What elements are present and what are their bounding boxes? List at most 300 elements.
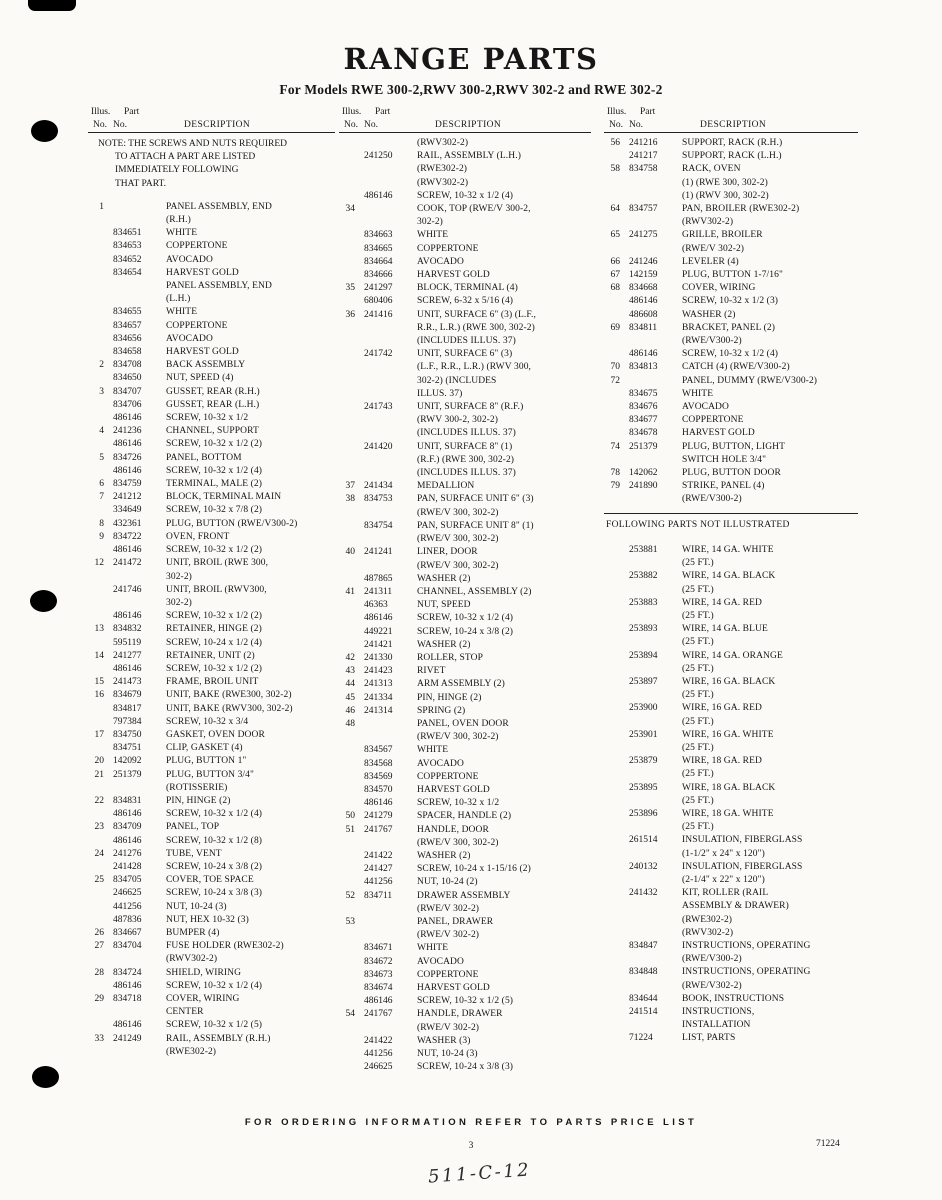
part-description: TUBE, VENT — [166, 848, 222, 859]
part-no — [363, 163, 417, 176]
illus-no — [339, 295, 363, 308]
part-no: 834811 — [629, 322, 658, 333]
illus-no — [604, 966, 628, 979]
illus-no — [604, 414, 628, 427]
part-no — [628, 243, 682, 256]
illus-no: 20 — [94, 756, 104, 767]
part-description: NUT, 10-24 (2) — [417, 877, 478, 888]
part-description: PLUG, BUTTON 3/4" — [166, 769, 255, 780]
illus-no — [88, 465, 112, 478]
part-description: NUT, SPEED — [417, 600, 471, 611]
table-row — [88, 267, 335, 280]
illus-no — [604, 808, 628, 821]
table-row — [604, 348, 858, 361]
part-description: (25 FT.) — [682, 637, 714, 648]
illus-no — [604, 689, 628, 702]
illus-no: 24 — [94, 848, 104, 859]
part-description: PLUG, BUTTON DOOR — [682, 468, 781, 479]
part-description: GUSSET, REAR (R.H.) — [166, 386, 260, 397]
table-row — [604, 282, 858, 295]
part-description: UNIT, BAKE (RWE300, 302-2) — [166, 690, 292, 701]
part-no — [112, 214, 166, 227]
part-no: 834675 — [629, 388, 658, 399]
table-row — [339, 942, 591, 955]
illus-no: 9 — [99, 531, 104, 542]
part-no: 241297 — [364, 283, 393, 294]
part-no: 834679 — [113, 690, 142, 701]
part-description: STRIKE, PANEL (4) — [682, 481, 765, 492]
table-row — [604, 636, 858, 649]
table-row — [339, 467, 591, 480]
illus-no — [604, 914, 628, 927]
illus-no: 16 — [94, 690, 104, 701]
part-no: 486146 — [113, 439, 142, 450]
parts-column-2 — [339, 106, 591, 1074]
part-description: HANDLE, DOOR — [417, 824, 489, 835]
table-row — [339, 295, 591, 308]
part-no: 253897 — [629, 676, 658, 687]
part-no: 486146 — [113, 545, 142, 556]
table-row — [88, 438, 335, 451]
table-row — [88, 676, 335, 689]
part-no: 241241 — [364, 547, 393, 558]
part-description: WHITE — [166, 228, 198, 239]
illus-no: 48 — [345, 718, 355, 729]
illus-no — [88, 293, 112, 306]
illus-no: 74 — [610, 441, 620, 452]
part-description: WIRE, 14 GA. BLUE — [682, 624, 768, 635]
part-no — [628, 689, 682, 702]
part-description: HARVEST GOLD — [166, 267, 239, 278]
part-no: 486146 — [113, 413, 142, 424]
part-no: 486146 — [113, 980, 142, 991]
part-no: 486146 — [113, 465, 142, 476]
table-row — [88, 1046, 335, 1059]
illus-no — [604, 584, 628, 597]
part-no: 834847 — [629, 940, 658, 951]
table-row — [88, 201, 335, 214]
part-description: (25 FT.) — [682, 558, 714, 569]
part-no: 834706 — [113, 399, 142, 410]
illus-no — [88, 372, 112, 385]
illus-no — [88, 320, 112, 333]
table-row — [604, 467, 858, 480]
table-row — [88, 887, 335, 900]
table-row — [604, 914, 858, 927]
table-row — [339, 718, 591, 731]
illus-no: 25 — [94, 875, 104, 886]
table-row — [604, 861, 858, 874]
part-description: NUT, 10-24 (3) — [166, 901, 227, 912]
illus-no: 1 — [99, 201, 104, 212]
part-description: WHITE — [417, 230, 449, 241]
part-description: (25 FT.) — [682, 822, 714, 833]
part-no: 486146 — [629, 296, 658, 307]
part-description: WHITE — [682, 388, 714, 399]
part-no — [363, 454, 417, 467]
part-description: GUSSET, REAR (L.H.) — [166, 399, 260, 410]
part-description: AVOCADO — [417, 956, 464, 967]
table-row — [339, 309, 591, 322]
part-no: 241334 — [364, 692, 393, 703]
illus-no — [604, 980, 628, 993]
illus-no — [88, 214, 112, 227]
part-description: SCREW, 10-32 x 1/2 (4) — [417, 190, 514, 201]
table-row — [604, 821, 858, 834]
illus-no — [339, 243, 363, 256]
illus-no — [88, 887, 112, 900]
header-no-label: No. — [629, 119, 643, 130]
part-description: (25 FT.) — [682, 584, 714, 595]
part-description: PANEL, BOTTOM — [166, 452, 242, 463]
part-description: (25 FT.) — [682, 610, 714, 621]
illus-no: 78 — [610, 468, 620, 479]
part-description: 302-2) — [166, 571, 192, 582]
illus-no — [604, 887, 628, 900]
table-row — [604, 177, 858, 190]
table-row — [88, 372, 335, 385]
part-description: WIRE, 14 GA. RED — [682, 597, 762, 608]
illus-no — [88, 346, 112, 359]
table-row — [88, 821, 335, 834]
section-divider — [604, 513, 858, 514]
part-no — [363, 203, 417, 216]
illus-no — [88, 584, 112, 597]
part-no — [112, 571, 166, 584]
table-row — [339, 203, 591, 216]
part-no: 834813 — [629, 362, 658, 373]
part-no: 253881 — [629, 544, 658, 555]
illus-no — [339, 573, 363, 586]
illus-no: 27 — [94, 941, 104, 952]
illus-no — [604, 1006, 628, 1019]
header-part-label: Part — [640, 107, 656, 117]
part-description: INSULATION, FIBERGLASS — [682, 835, 803, 846]
illus-no — [604, 636, 628, 649]
table-row — [88, 650, 335, 663]
illus-no: 52 — [345, 890, 355, 901]
table-row — [339, 665, 591, 678]
part-no — [363, 507, 417, 520]
illus-no — [88, 280, 112, 293]
part-description: (RWE/V 300, 302-2) — [417, 507, 499, 518]
table-row — [88, 637, 335, 650]
part-no: 253896 — [629, 808, 658, 819]
illus-no — [604, 795, 628, 808]
illus-no — [88, 914, 112, 927]
part-description: (L.H.) — [166, 294, 191, 305]
illus-no — [604, 861, 628, 874]
part-description: CHANNEL, SUPPORT — [166, 426, 259, 437]
table-row — [88, 333, 335, 346]
part-no: 834758 — [629, 164, 658, 175]
part-description: COPPERTONE — [417, 243, 479, 254]
part-description: INSTRUCTIONS, OPERATING — [682, 940, 811, 951]
part-description: NUT, HEX 10-32 (3) — [166, 914, 249, 925]
illus-no — [604, 557, 628, 570]
illus-no — [88, 637, 112, 650]
part-description: (INCLUDES ILLUS. 37) — [417, 468, 516, 479]
table-row — [88, 861, 335, 874]
part-no: 834668 — [629, 283, 658, 294]
part-description: RETAINER, HINGE (2) — [166, 624, 262, 635]
section-header: FOLLOWING PARTS NOT ILLUSTRATED — [606, 519, 790, 530]
table-row — [604, 137, 858, 150]
part-no: 834644 — [629, 993, 658, 1004]
table-row — [88, 452, 335, 465]
illus-no: 69 — [610, 322, 620, 333]
table-row — [88, 240, 335, 253]
illus-no — [88, 438, 112, 451]
illus-no — [88, 861, 112, 874]
part-no: 71224 — [629, 1033, 653, 1044]
illus-no — [339, 903, 363, 916]
illus-no — [339, 229, 363, 242]
part-description: (RWE/V 302-2) — [417, 930, 480, 941]
illus-no — [604, 663, 628, 676]
table-row — [88, 280, 335, 293]
part-description: SCREW, 10-24 x 1/2 (4) — [166, 637, 263, 648]
part-description: (RWE/V 300, 302-2) — [417, 560, 499, 571]
table-row — [339, 177, 591, 190]
part-no: 142062 — [629, 468, 658, 479]
table-row — [339, 507, 591, 520]
part-description: SCREW, 10-24 x 3/8 (3) — [417, 1062, 514, 1073]
part-description: WIRE, 16 GA. WHITE — [682, 729, 774, 740]
illus-no: 70 — [610, 362, 620, 373]
part-description: FRAME, BROIL UNIT — [166, 677, 259, 688]
part-description: PAN, SURFACE UNIT 8" (1) — [417, 520, 534, 531]
illus-no — [604, 716, 628, 729]
part-no: 241746 — [113, 584, 142, 595]
part-no: 142159 — [629, 270, 658, 281]
illus-no: 26 — [94, 927, 104, 938]
table-row — [604, 401, 858, 414]
part-description: CHANNEL, ASSEMBLY (2) — [417, 586, 532, 597]
part-description: INSTRUCTIONS, OPERATING — [682, 967, 811, 978]
illus-no — [88, 1019, 112, 1032]
part-description: SCREW, 10-24 x 1-15/16 (2) — [417, 864, 531, 875]
part-description: BACK ASSEMBLY — [166, 360, 246, 371]
part-description: (R.H.) — [166, 215, 191, 226]
models-subtitle: For Models RWE 300-2,RWV 300-2,RWV 302-2 and RWE 302-2 — [279, 82, 663, 97]
illus-no — [604, 729, 628, 742]
illus-no — [604, 900, 628, 913]
table-row — [604, 900, 858, 913]
illus-no — [339, 427, 363, 440]
part-description: SCREW, 10-24 x 3/8 (3) — [166, 888, 263, 899]
part-description: COPPERTONE — [417, 969, 479, 980]
part-no: 486146 — [364, 613, 393, 624]
part-no — [628, 980, 682, 993]
header-illus-label: Illus. — [342, 107, 362, 117]
part-description: RAIL, ASSEMBLY (R.H.) — [166, 1033, 271, 1044]
part-description: SCREW, 10-32 x 1/2 — [417, 798, 500, 809]
table-row — [604, 584, 858, 597]
part-no — [628, 795, 682, 808]
table-row — [88, 914, 335, 927]
table-row — [604, 874, 858, 887]
table-row — [604, 388, 858, 401]
punch-hole-mark — [30, 590, 57, 612]
part-description: ILLUS. 37) — [417, 388, 463, 399]
part-no — [112, 953, 166, 966]
column-rows — [604, 133, 858, 1046]
table-row — [339, 480, 591, 493]
part-no — [628, 716, 682, 729]
part-description: BLOCK, TERMINAL MAIN — [166, 492, 282, 503]
table-row — [339, 388, 591, 401]
part-description: UNIT, BROIL (RWE 300, — [166, 558, 269, 569]
illus-no — [339, 784, 363, 797]
illus-no: 45 — [345, 692, 355, 703]
column-header — [339, 106, 591, 133]
table-row — [604, 993, 858, 1006]
part-no: 834651 — [113, 228, 142, 239]
part-no: 486146 — [113, 1020, 142, 1031]
table-row — [88, 874, 335, 887]
part-description: SCREW, 10-32 x 1/2 (2) — [166, 439, 263, 450]
part-no: 834711 — [364, 890, 393, 901]
part-no: 241416 — [364, 309, 393, 320]
illus-no — [339, 626, 363, 639]
illus-no — [604, 927, 628, 940]
table-row — [339, 1061, 591, 1074]
table-row — [339, 758, 591, 771]
illus-no: 2 — [99, 360, 104, 371]
part-no: 240132 — [629, 861, 658, 872]
illus-no — [88, 835, 112, 848]
part-description: (R.F.) (RWE 300, 302-2) — [417, 454, 515, 465]
illus-no — [88, 782, 112, 795]
table-row — [339, 441, 591, 454]
column-rows — [339, 133, 591, 1074]
table-row — [339, 1022, 591, 1035]
illus-no — [604, 768, 628, 781]
part-no: 487865 — [364, 573, 393, 584]
illus-no: 51 — [345, 824, 355, 835]
note-line: THAT PART. — [115, 178, 166, 189]
part-description: SHIELD, WIRING — [166, 967, 242, 978]
table-row — [339, 876, 591, 889]
part-description: (RWE302-2) — [166, 1046, 217, 1057]
part-description: DRAWER ASSEMBLY — [417, 890, 511, 901]
table-row — [339, 533, 591, 546]
table-row — [88, 610, 335, 623]
part-no: 834832 — [113, 624, 142, 635]
table-row — [604, 716, 858, 729]
table-row — [604, 953, 858, 966]
illus-no: 34 — [345, 204, 355, 215]
table-row — [88, 254, 335, 267]
part-description: SCREW, 10-32 x 1/2 (5) — [417, 996, 514, 1007]
part-description: SCREW, 10-32 x 3/4 — [166, 716, 249, 727]
illus-no — [339, 401, 363, 414]
illus-no — [604, 348, 628, 361]
part-no — [363, 216, 417, 229]
table-row — [604, 755, 858, 768]
illus-no: 79 — [610, 481, 620, 492]
part-description: WIRE, 16 GA. RED — [682, 703, 762, 714]
page-edge-mark — [28, 0, 76, 11]
illus-no: 41 — [345, 586, 355, 597]
table-row — [339, 586, 591, 599]
part-description: COPPERTONE — [166, 320, 228, 331]
part-description: 302-2) (INCLUDES — [417, 375, 497, 386]
part-description: (RWE/V 300, 302-2) — [417, 837, 499, 848]
part-no: 834673 — [364, 969, 393, 980]
part-description: WIRE, 18 GA. WHITE — [682, 808, 774, 819]
table-row — [339, 626, 591, 639]
part-description: 302-2) — [166, 597, 192, 608]
table-row — [339, 863, 591, 876]
header-no-label: No. — [93, 119, 107, 130]
header-no-label: No. — [364, 119, 378, 130]
part-description: (RWV302-2) — [682, 927, 734, 938]
part-no: 834817 — [113, 703, 142, 714]
part-no — [363, 388, 417, 401]
illus-no — [88, 267, 112, 280]
illus-no — [339, 335, 363, 348]
part-description: (2-1/4" x 22" x 120") — [682, 874, 765, 885]
illus-no — [88, 544, 112, 557]
illus-no — [339, 507, 363, 520]
part-no: 253893 — [629, 624, 658, 635]
part-no: 834663 — [364, 230, 393, 241]
part-no — [628, 768, 682, 781]
table-row — [339, 639, 591, 652]
page-number: 3 — [468, 1141, 474, 1151]
part-description: BLOCK, TERMINAL (4) — [417, 283, 518, 294]
illus-no — [339, 956, 363, 969]
table-row — [88, 504, 335, 517]
table-row — [88, 835, 335, 848]
illus-no — [339, 1022, 363, 1035]
table-row — [339, 916, 591, 929]
illus-no: 13 — [94, 624, 104, 635]
table-row — [88, 927, 335, 940]
illus-no: 15 — [94, 677, 104, 688]
part-no — [628, 848, 682, 861]
illus-no — [339, 982, 363, 995]
table-row — [88, 478, 335, 491]
illus-no — [339, 599, 363, 612]
table-row — [604, 427, 858, 440]
part-description: SCREW, 10-32 x 1/2 (4) — [166, 809, 263, 820]
table-row — [88, 755, 335, 768]
part-no: 834753 — [364, 494, 393, 505]
illus-no — [604, 676, 628, 689]
part-no: 834718 — [113, 994, 142, 1004]
table-row — [604, 980, 858, 993]
page-title: RANGE PARTS — [343, 42, 599, 76]
part-no: 253879 — [629, 756, 658, 767]
part-no: 241217 — [629, 151, 658, 162]
illus-no: 72 — [610, 375, 620, 386]
part-no: 834570 — [364, 784, 393, 795]
part-description: AVOCADO — [166, 254, 213, 265]
table-row — [339, 282, 591, 295]
part-no: 834652 — [113, 254, 142, 265]
illus-no — [339, 942, 363, 955]
table-row — [339, 1008, 591, 1021]
illus-no — [339, 612, 363, 625]
part-description: COVER, WIRING — [682, 283, 756, 294]
part-description: WIRE, 18 GA. RED — [682, 756, 762, 767]
part-description: WASHER (2) — [682, 309, 736, 320]
part-description: BOOK, INSTRUCTIONS — [682, 993, 785, 1004]
table-row — [88, 623, 335, 636]
